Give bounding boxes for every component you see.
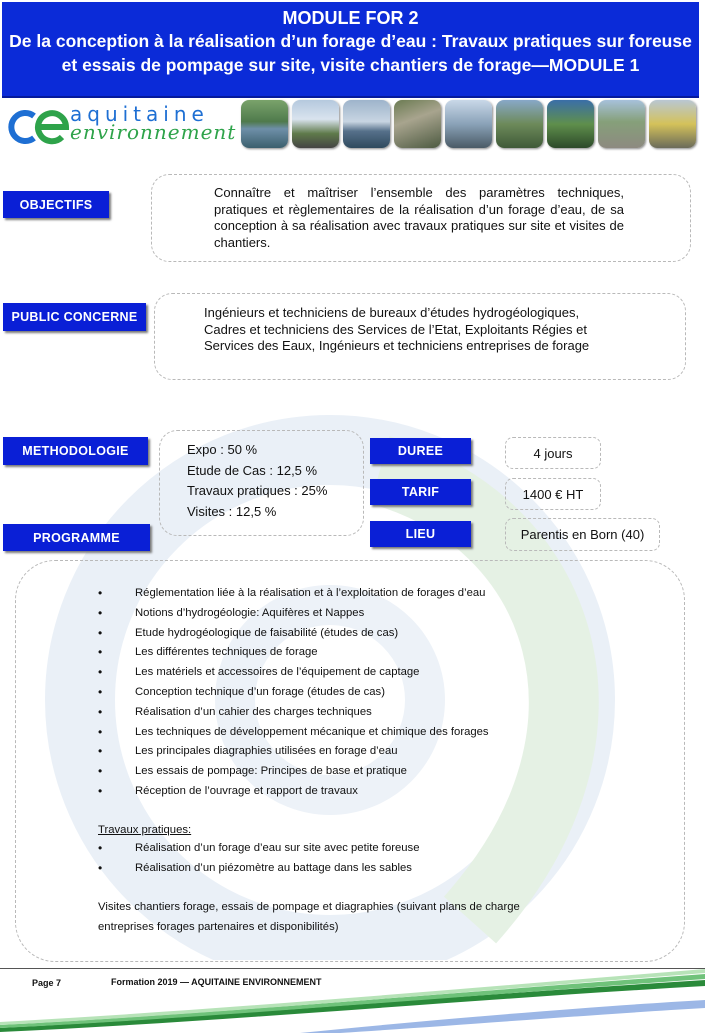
lieu-value: Parentis en Born (40) [505, 518, 660, 551]
photo-field-workers [496, 100, 543, 148]
aquitaine-environnement-logo [8, 102, 243, 146]
programme-box [15, 560, 685, 962]
methodologie-label: METHODOLOGIE [3, 437, 148, 465]
travaux-pratiques-item: • Réalisation d’un forage d’eau sur site avec petite foreuse [98, 839, 419, 859]
module-title: MODULE FOR 2 [282, 8, 419, 28]
visites-text: Visites chantiers forage, essais de pompage et diagraphies (suivant plans de charge entreprises forages partenaires et disponibilités) [98, 901, 520, 933]
programme-item: • Les essais de pompage: Principes de base et pratique [98, 762, 489, 782]
programme-item: • Réalisation d’un cahier des charges techniques [98, 703, 489, 723]
module-subtitle: De la conception à la réalisation d’un forage d’eau : Travaux pratiques sur foreuse et essais de pompage sur site, visite chantiers de forage—MODULE 1 [9, 31, 692, 75]
page-footer [0, 968, 705, 1033]
programme-item: • Réception de l’ouvrage et rapport de travaux [98, 782, 489, 802]
objectifs-text: Connaître et maîtriser l’ensemble des paramètres techniques, pratiques et règlementaires de la réalisation d’un forage d’eau, de sa conception à sa réalisation avec travaux pratiques sur site et visites de chantiers. [214, 185, 624, 250]
photo-site [649, 100, 696, 148]
photo-road [598, 100, 645, 148]
programme-list [98, 584, 489, 802]
logo-line-1: aquitaine [70, 102, 209, 126]
methodologie-list [187, 440, 327, 522]
photo-drilling-rig [292, 100, 339, 148]
methodologie-item: Travaux pratiques : 25% [187, 483, 328, 498]
duree-label: DUREE [370, 438, 471, 464]
programme-item: • Les différentes techniques de forage [98, 643, 489, 663]
duree-value: 4 jours [505, 437, 601, 469]
footer-swoosh [0, 968, 705, 1033]
public-concerne-box [154, 293, 686, 380]
lieu-label: LIEU [370, 521, 471, 547]
photo-lake [343, 100, 390, 148]
photo-equipment [394, 100, 441, 148]
programme-item: • Etude hydrogéologique de faisabilité (études de cas) [98, 624, 489, 644]
tarif-label: TARIF [370, 479, 471, 505]
travaux-pratiques-item: • Réalisation d’un piézomètre au battage dans les sables [98, 859, 419, 879]
programme-item: • Conception technique d’un forage (études de cas) [98, 683, 489, 703]
programme-item: • Les matériels et accessoires de l’équipement de captage [98, 663, 489, 683]
objectifs-label: OBJECTIFS [3, 191, 109, 218]
programme-item: • Les techniques de développement mécanique et chimique des forages [98, 723, 489, 743]
methodologie-item: Etude de Cas : 12,5 % [187, 462, 318, 478]
programme-label: PROGRAMME [3, 524, 150, 551]
page-number: Page 7 [32, 978, 62, 988]
programme-item: • Les principales diagraphies utilisées en forage d’eau [98, 742, 489, 762]
photo-pumping [547, 100, 594, 148]
methodologie-item: Expo : 50 % [187, 442, 258, 457]
public-concerne-label: PUBLIC CONCERNE [3, 303, 146, 331]
travaux-pratiques-list [98, 839, 419, 879]
tarif-value: 1400 € HT [505, 478, 601, 510]
methodologie-item: Visites : 12,5 % [187, 503, 277, 519]
ae-mark-icon [8, 106, 70, 146]
programme-item: • Notions d’hydrogéologie: Aquifères et Nappes [98, 604, 489, 624]
photo-river [241, 100, 288, 148]
objectifs-box [151, 174, 691, 262]
photo-strip [241, 100, 699, 148]
methodologie-box [159, 430, 364, 536]
photo-borehole [445, 100, 492, 148]
header-banner [2, 2, 699, 98]
programme-item: • Réglementation liée à la réalisation et à l’exploitation de forages d’eau [98, 584, 489, 604]
logo-line-2: environnement [70, 120, 237, 144]
public-concerne-text: Ingénieurs et techniciens de bureaux d’études hydrogéologiques, Cadres et techniciens des Services de l’Etat, Exploitants Régies et Services des Eaux, Ingénieurs et techniciens entreprises de forage [204, 305, 590, 353]
footer-formation: Formation 2019 — AQUITAINE ENVIRONNEMENT [111, 977, 322, 987]
travaux-pratiques-title: Travaux pratiques: [98, 824, 192, 836]
